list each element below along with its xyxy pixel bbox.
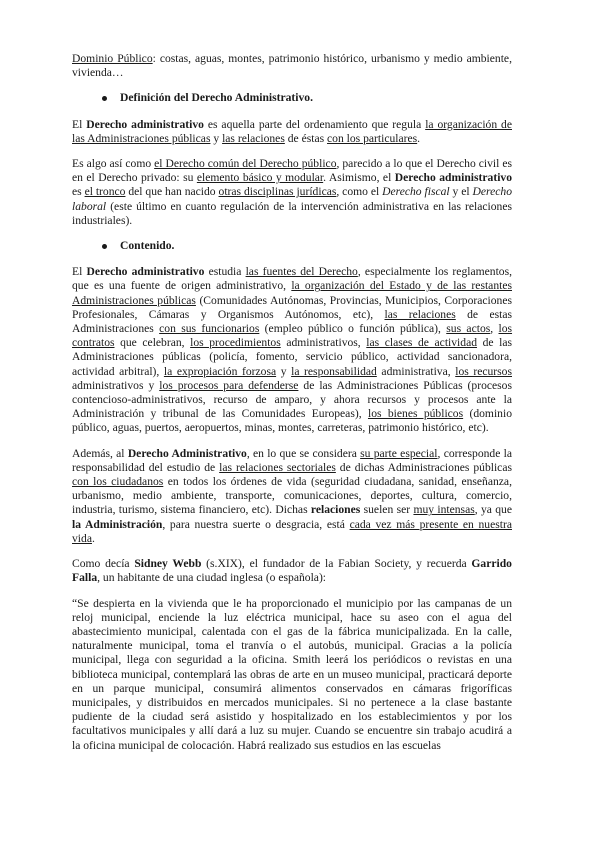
text: , corresponde la responsabilidad del estudio de bbox=[72, 446, 513, 474]
paragraph-derecho-comun bbox=[72, 157, 512, 228]
paragraph-contenido bbox=[72, 265, 512, 435]
text: Es algo así como bbox=[72, 157, 155, 171]
name-bold: Garrido Falla bbox=[72, 557, 512, 585]
term-underlined: el tronco bbox=[84, 185, 126, 199]
text: , como el bbox=[336, 185, 383, 199]
text: del que han nacido bbox=[125, 185, 219, 199]
text: de las Administraciones públicas (policía, fomento, servicio público, actividad sancionadora, actividad arbitral), bbox=[72, 336, 512, 378]
text: es aquella parte del ordenamiento que regula bbox=[203, 117, 426, 131]
text: El bbox=[72, 265, 87, 279]
text: , bbox=[490, 322, 499, 336]
term-italic: Derecho fiscal bbox=[382, 185, 450, 199]
term-underlined: el Derecho común del Derecho público bbox=[154, 157, 337, 171]
term-bold: la Administración bbox=[72, 517, 163, 531]
paragraph-definicion bbox=[72, 118, 512, 146]
section-heading-definicion bbox=[72, 91, 512, 105]
paragraph-dominio-publico bbox=[72, 52, 512, 80]
term-bold: Derecho administrativo bbox=[86, 117, 204, 131]
text: , especialmente los reglamentos, que es una fuente de origen administrativo, bbox=[72, 265, 512, 293]
term-underlined: la organización de las Administraciones públicas bbox=[72, 117, 512, 145]
text: Además, al bbox=[72, 446, 128, 460]
text: de estas Administraciones bbox=[72, 307, 512, 336]
term-underlined: la expropiación forzosa bbox=[163, 364, 277, 378]
term-underlined: las relaciones bbox=[222, 131, 285, 145]
text: , ya que bbox=[474, 503, 512, 517]
text: , en lo que se considera bbox=[246, 446, 361, 460]
text: : costas, aguas, montes, patrimonio histórico, urbanismo y medio ambiente, vivienda… bbox=[72, 52, 512, 80]
term-bold: Derecho administrativo bbox=[394, 171, 513, 185]
term-underlined: la responsabilidad bbox=[291, 364, 377, 378]
text: y bbox=[210, 131, 223, 145]
term-dominio-publico: Dominio Público bbox=[72, 52, 153, 65]
text: El bbox=[72, 117, 87, 131]
term-underlined: cada vez más presente en nuestra vida bbox=[72, 517, 512, 545]
name-bold: Sidney Webb bbox=[134, 557, 202, 571]
term-underlined: los procesos para defenderse bbox=[159, 378, 299, 392]
text: (Comunidades Autónomas, Provincias, Municipios, Corporaciones Profesionales, Cámaras y Organismos Autónomos, etc), bbox=[72, 293, 512, 321]
paragraph-quote: “Se despierta en la vivienda que le ha proporcionado el municipio por las campanas de un reloj municipal, enciende la luz eléctrica municipal, hace su aseo con el agua del abastecimiento municipal, calentada con el gas de la fábrica municipalizada. En la calle, naturalmente municipal, toma el tranvía o el autobús, municipal. Gracias a la policía municipal, llega con seguridad a la oficina. Smith leerá los periódicos o revistas en una biblioteca municipal, contemplará las obras de arte en un museo municipal, practicará deporte en un parque municipal, consumirá alimentos conservados en cámaras frigoríficas municipales, y distribuidos en mercados municipales. Si no pertenece a la clase bastante pudiente de la ciudad será asistido y hospitalizado en los establecimientos y por los facultativos municipales y allí dará a luz su mujer. Cuando se encuentre sin trabajo acudirá a la oficina municipal de colocación. Habrá realizado sus estudios en las escuelas bbox=[72, 596, 512, 752]
term-underlined: las relaciones sectoriales bbox=[219, 460, 336, 474]
text: . Asimismo, el bbox=[323, 171, 395, 185]
text: (s.XIX), el fundador de la Fabian Society, y recuerda bbox=[201, 557, 472, 571]
term-underlined: con los ciudadanos bbox=[72, 475, 164, 489]
text: . bbox=[417, 131, 421, 145]
text: , para nuestra suerte o desgracia, está bbox=[162, 517, 350, 531]
term-underlined: otras disciplinas jurídicas bbox=[218, 185, 337, 199]
text: Como decía bbox=[72, 557, 135, 571]
section-heading-contenido bbox=[72, 239, 512, 253]
text: en todos los órdenes de vida (seguridad ciudadana, sanidad, enseñanza, urbanismo, medio ambiente, transporte, comunicaciones, deportes, cultura, comercio, industria, turismo, sistema financiero, etc). Dichas bbox=[72, 475, 512, 517]
text: suelen ser bbox=[360, 503, 414, 517]
text: (dominio público, aguas, puertos, aeropuertos, minas, montes, carreteras, patrimonio histórico, etc). bbox=[72, 407, 512, 435]
bullet-icon bbox=[102, 96, 107, 101]
text: de éstas bbox=[284, 131, 328, 145]
text: administrativos y bbox=[72, 378, 160, 392]
term-underlined: muy intensas bbox=[413, 503, 475, 517]
term-underlined: los bienes públicos bbox=[367, 407, 464, 421]
heading-text: Contenido. bbox=[120, 239, 175, 253]
term-underlined: sus actos bbox=[446, 322, 491, 336]
text: y el bbox=[449, 185, 473, 199]
term-underlined: las clases de actividad bbox=[366, 336, 478, 350]
term-bold: Derecho Administrativo bbox=[127, 446, 247, 460]
text: de dichas Administraciones públicas bbox=[335, 460, 512, 474]
document-page bbox=[72, 52, 512, 753]
text: (este último en cuanto regulación de la intervención administrativa en las relaciones industriales). bbox=[72, 199, 512, 227]
term-underlined: los contratos bbox=[72, 322, 513, 350]
term-underlined: los procedimientos bbox=[190, 336, 281, 350]
term-underlined: elemento básico y modular bbox=[196, 171, 324, 185]
term-underlined: con sus funcionarios bbox=[159, 322, 260, 336]
term-underlined: la organización del Estado y de las restantes Administraciones públicas bbox=[72, 279, 512, 307]
term-underlined: las relaciones bbox=[384, 307, 456, 321]
paragraph-parte-especial bbox=[72, 447, 512, 546]
term-italic: Derecho laboral bbox=[72, 185, 512, 213]
term-underlined: las fuentes del Derecho bbox=[245, 265, 358, 279]
term-bold: relaciones bbox=[310, 503, 361, 517]
term-underlined: los recursos bbox=[455, 364, 512, 378]
text: administrativa, bbox=[376, 364, 456, 378]
text: administrativos, bbox=[280, 336, 367, 350]
text: . bbox=[91, 531, 95, 545]
term-underlined: con los particulares bbox=[327, 131, 418, 145]
bullet-icon bbox=[102, 244, 107, 249]
paragraph-sidney-webb bbox=[72, 557, 512, 585]
text: , un habitante de una ciudad inglesa (o española): bbox=[97, 571, 327, 585]
heading-text: Definición del Derecho Administrativo. bbox=[120, 91, 314, 105]
text: de las Administraciones Públicas (procesos contencioso-administrativos, recurso de amparo, y ahora recursos y procesos ante la Administración y tribunal de las Comunidades Europeas), bbox=[72, 378, 512, 421]
text: (empleo público o función pública), bbox=[259, 322, 447, 336]
term-underlined: su parte especial bbox=[360, 446, 438, 460]
text: , parecido a lo que el Derecho civil es en el Derecho privado: su bbox=[72, 157, 513, 185]
text: estudia bbox=[204, 265, 246, 279]
text: y bbox=[276, 364, 292, 378]
term-bold: Derecho administrativo bbox=[86, 265, 205, 279]
text: es bbox=[72, 185, 85, 199]
text: que celebran, bbox=[114, 336, 191, 350]
